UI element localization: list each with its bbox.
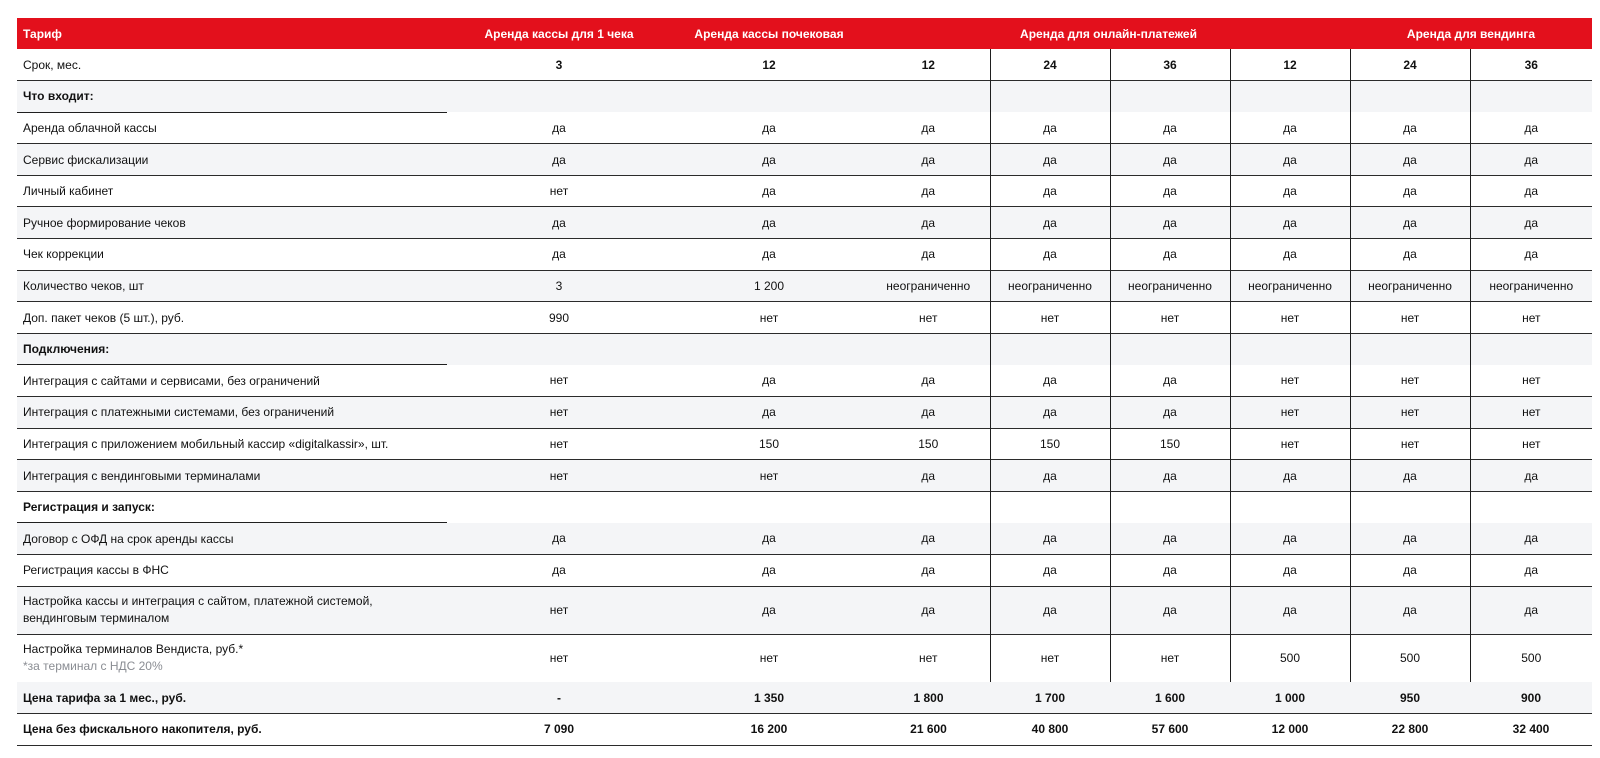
section-row-registration [17, 491, 1592, 523]
cell-value: да [990, 586, 1110, 634]
cell-value: неограниченно [1350, 270, 1470, 302]
table-row [17, 428, 1592, 460]
table-row [17, 586, 1592, 634]
price-value: 57 600 [1110, 714, 1230, 746]
cell-value: да [1350, 460, 1470, 492]
cell-value: да [1470, 207, 1592, 239]
section-title-included: Что входит: [17, 81, 447, 113]
price-value: 16 200 [671, 714, 867, 746]
cell-value: да [1230, 555, 1350, 587]
cell-value: да [1470, 175, 1592, 207]
cell-value: да [447, 555, 671, 587]
cell-value: да [990, 239, 1110, 271]
cell-value: да [990, 175, 1110, 207]
header-tariff: Тариф [17, 18, 447, 49]
table-row [17, 175, 1592, 207]
cell-value: нет [549, 373, 569, 388]
cell-value: да [1470, 555, 1592, 587]
row-label [17, 586, 447, 634]
term-value: 12 [762, 57, 776, 72]
cell-value: 150 [990, 428, 1110, 460]
header-group-one-check: Аренда кассы для 1 чека [447, 18, 671, 49]
price-value: 12 000 [1230, 714, 1350, 746]
row-label-line: Настройка кассы и интеграция с сайтом, платежной системой, [23, 594, 373, 609]
cell-value: да [1230, 112, 1350, 144]
cell-value: нет [1230, 365, 1350, 397]
cell-value: да [921, 373, 936, 388]
cell-value: нет [1230, 397, 1350, 429]
cell-value: да [1110, 239, 1230, 271]
cell-value: да [867, 207, 990, 239]
section-title-connections: Подключения: [17, 333, 447, 365]
cell-value: да [1350, 207, 1470, 239]
price-value: 1 700 [990, 682, 1110, 714]
cell-value: да [1110, 175, 1230, 207]
cell-value: да [671, 175, 867, 207]
row-label: Интеграция с приложением мобильный кассир «digitalkassir», шт. [17, 428, 447, 460]
price-value: 1 350 [671, 682, 867, 714]
cell-value: 150 [867, 428, 990, 460]
cell-value: 990 [447, 302, 671, 334]
cell-value: да [1110, 207, 1230, 239]
term-value: 12 [921, 57, 935, 72]
price-value: 900 [1470, 682, 1592, 714]
cell-value: нет [1470, 428, 1592, 460]
cell-value: да [1470, 523, 1592, 555]
cell-value: неограниченно [1230, 270, 1350, 302]
price-month-row [17, 682, 1592, 714]
header-group-vending: Аренда для вендинга [1350, 18, 1592, 49]
cell-value: да [447, 239, 671, 271]
cell-value: нет [1470, 365, 1592, 397]
cell-value: нет [1350, 365, 1470, 397]
cell-value: да [671, 239, 867, 271]
table-row [17, 270, 1592, 302]
cell-value: неограниченно [1110, 270, 1230, 302]
cell-value: да [990, 523, 1110, 555]
price-value: 21 600 [867, 714, 990, 746]
cell-value: 500 [1350, 634, 1470, 682]
cell-value: нет [1110, 634, 1230, 682]
cell-value: да [867, 586, 990, 634]
cell-value: да [671, 144, 867, 176]
cell-value: да [671, 586, 867, 634]
cell-value: нет [867, 302, 990, 334]
cell-value: да [1110, 397, 1230, 429]
price-value: 22 800 [1350, 714, 1470, 746]
cell-value: да [1350, 239, 1470, 271]
cell-value: 500 [1230, 634, 1350, 682]
cell-value: да [1230, 523, 1350, 555]
cell-value: нет [447, 175, 671, 207]
row-label: Доп. пакет чеков (5 шт.), руб. [17, 302, 447, 334]
cell-value: нет [990, 634, 1110, 682]
cell-value: да [671, 555, 867, 587]
row-footnote: *за терминал с НДС 20% [23, 659, 163, 674]
cell-value: нет [1350, 428, 1470, 460]
cell-value: 150 [671, 428, 867, 460]
cell-value: да [671, 397, 867, 429]
cell-value: нет [1350, 302, 1470, 334]
cell-value: да [990, 144, 1110, 176]
cell-value: неограниченно [867, 270, 990, 302]
cell-value: нет [1350, 397, 1470, 429]
cell-value: нет [447, 460, 671, 492]
row-label [17, 634, 447, 682]
cell-value: да [1470, 586, 1592, 634]
tariff-table-container [17, 18, 1592, 746]
cell-value: да [867, 523, 990, 555]
cell-value: да [921, 120, 936, 135]
cell-value: нет [671, 302, 867, 334]
cell-value: да [552, 120, 566, 135]
row-label: Ручное формирование чеков [17, 207, 447, 239]
cell-value: да [1470, 460, 1592, 492]
term-row [17, 49, 1592, 81]
tariff-comparison-table [17, 18, 1592, 746]
row-label: Интеграция с сайтами и сервисами, без ограничений [23, 373, 320, 388]
cell-value: 3 [447, 270, 671, 302]
cell-value: нет [1470, 302, 1592, 334]
term-value: 24 [1350, 49, 1470, 81]
cell-value: да [762, 373, 776, 388]
table-row [17, 112, 1592, 144]
cell-value: нет [447, 634, 671, 682]
price-value: 1 600 [1110, 682, 1230, 714]
cell-value: неограниченно [990, 270, 1110, 302]
cell-value: да [1230, 460, 1350, 492]
price-month-label: Цена тарифа за 1 мес., руб. [17, 682, 447, 714]
table-row [17, 207, 1592, 239]
cell-value: нет [671, 634, 867, 682]
table-header-row [17, 18, 1592, 49]
cell-value: да [867, 239, 990, 271]
section-row-included [17, 81, 1592, 113]
cell-value: да [1350, 112, 1470, 144]
row-label: Чек коррекции [17, 239, 447, 271]
cell-value: нет [671, 460, 867, 492]
cell-value: да [1230, 239, 1350, 271]
cell-value: да [1470, 239, 1592, 271]
cell-value: да [1110, 365, 1230, 397]
cell-value: да [1470, 112, 1592, 144]
price-value: 950 [1350, 682, 1470, 714]
term-value: 3 [555, 57, 563, 72]
cell-value: нет [447, 428, 671, 460]
row-label: Аренда облачной кассы [23, 120, 157, 135]
table-row [17, 460, 1592, 492]
cell-value: да [762, 120, 776, 135]
cell-value: да [1350, 586, 1470, 634]
row-label: Договор с ОФД на срок аренды кассы [17, 523, 447, 555]
header-group-online-payments: Аренда для онлайн-платежей [867, 18, 1350, 49]
cell-value: да [1110, 460, 1230, 492]
price-value: 1 000 [1230, 682, 1350, 714]
row-label-line: Настройка терминалов Вендиста, руб.* [23, 642, 244, 657]
row-label: Сервис фискализации [17, 144, 447, 176]
table-row [17, 523, 1592, 555]
cell-value: да [671, 523, 867, 555]
cell-value: да [447, 144, 671, 176]
section-row-connections [17, 333, 1592, 365]
cell-value: нет [447, 397, 671, 429]
cell-value: нет [990, 302, 1110, 334]
price-value: 40 800 [990, 714, 1110, 746]
term-value: 12 [1230, 49, 1350, 81]
cell-value: да [1470, 144, 1592, 176]
cell-value: нет [1230, 302, 1350, 334]
table-row [17, 397, 1592, 429]
cell-value: да [671, 207, 867, 239]
cell-value: да [867, 175, 990, 207]
cell-value: да [990, 397, 1110, 429]
cell-value: да [1110, 112, 1230, 144]
price-total-row [17, 714, 1592, 746]
cell-value: 150 [1110, 428, 1230, 460]
row-label: Интеграция с платежными системами, без ограничений [17, 397, 447, 429]
price-total-label: Цена без фискального накопителя, руб. [17, 714, 447, 746]
cell-value: да [1230, 144, 1350, 176]
row-label: Количество чеков, шт [17, 270, 447, 302]
price-value: 1 800 [867, 682, 990, 714]
cell-value: да [1230, 207, 1350, 239]
cell-value: да [447, 523, 671, 555]
cell-value: да [990, 555, 1110, 587]
price-value: 7 090 [447, 714, 671, 746]
cell-value: да [1230, 175, 1350, 207]
cell-value: 500 [1470, 634, 1592, 682]
cell-value: да [1350, 175, 1470, 207]
cell-value: да [990, 112, 1110, 144]
row-label: Интеграция с вендинговыми терминалами [17, 460, 447, 492]
cell-value: неограниченно [1470, 270, 1592, 302]
table-row [17, 634, 1592, 682]
term-value: 36 [1110, 49, 1230, 81]
term-label: Срок, мес. [23, 57, 82, 72]
table-row [17, 302, 1592, 334]
cell-value: да [1350, 144, 1470, 176]
cell-value: да [447, 207, 671, 239]
price-value: 32 400 [1470, 714, 1592, 746]
cell-value: да [1110, 555, 1230, 587]
cell-value: нет [447, 586, 671, 634]
header-group-per-check: Аренда кассы почековая [671, 18, 867, 49]
cell-value: да [867, 397, 990, 429]
cell-value: да [867, 555, 990, 587]
row-label: Регистрация кассы в ФНС [17, 555, 447, 587]
table-row [17, 239, 1592, 271]
term-value: 36 [1470, 49, 1592, 81]
section-title-registration: Регистрация и запуск: [17, 491, 447, 523]
cell-value: да [1230, 586, 1350, 634]
cell-value: да [867, 144, 990, 176]
cell-value: да [990, 365, 1110, 397]
cell-value: нет [1230, 428, 1350, 460]
cell-value: да [1350, 523, 1470, 555]
cell-value: нет [867, 634, 990, 682]
cell-value: да [867, 460, 990, 492]
cell-value: 1 200 [671, 270, 867, 302]
table-row [17, 365, 1592, 397]
cell-value: да [1110, 586, 1230, 634]
table-row [17, 555, 1592, 587]
term-value: 24 [990, 49, 1110, 81]
row-label: Личный кабинет [17, 175, 447, 207]
cell-value: да [1110, 144, 1230, 176]
cell-value: да [990, 207, 1110, 239]
row-label-line: вендинговым терминалом [23, 611, 170, 626]
cell-value: да [990, 460, 1110, 492]
cell-value: нет [1470, 397, 1592, 429]
cell-value: нет [1110, 302, 1230, 334]
cell-value: да [1350, 555, 1470, 587]
price-value: - [447, 682, 671, 714]
table-row [17, 144, 1592, 176]
cell-value: да [1110, 523, 1230, 555]
